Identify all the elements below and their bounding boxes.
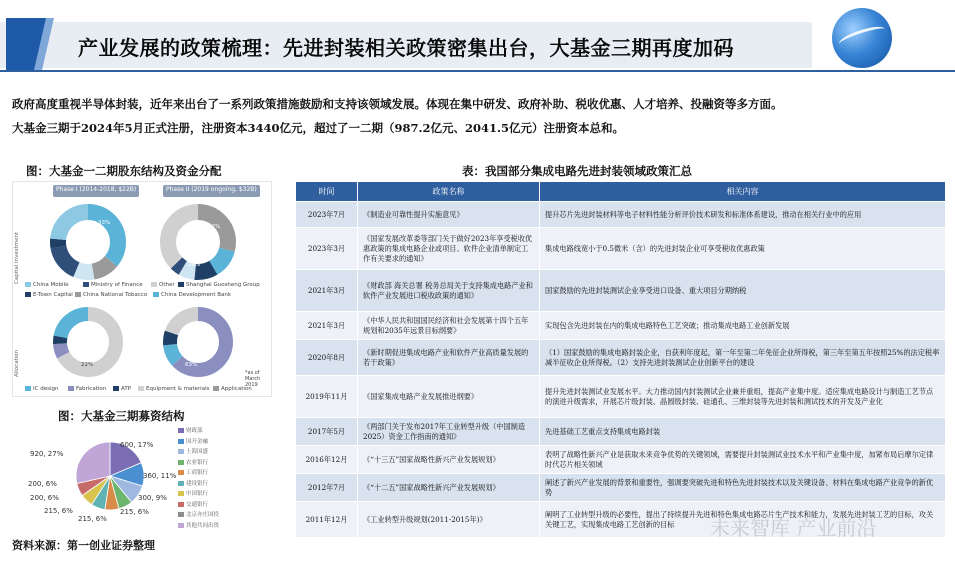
cell-content: 集成电路线宽小于0.5微米（含）的先进封装企业可享受税收优惠政策 [540, 228, 946, 270]
pct-p2-b: 12% [208, 224, 221, 230]
pie-legend-item [178, 510, 219, 518]
pie-label-2: 300, 9% [138, 494, 167, 502]
pie-legend-item [178, 426, 203, 434]
legend-label: 工商银行 [186, 470, 209, 476]
cell-time: 2017年5月 [296, 418, 358, 446]
cell-time: 2023年7月 [296, 202, 358, 228]
table-row [296, 418, 946, 446]
cell-content: 实现包含先进封装在内的集成电路特色工艺突破；推动集成电路工业创新发展 [540, 312, 946, 340]
legend-top-4: Shanghai Guosheng Group [178, 282, 260, 288]
legend-label: 交通银行 [186, 501, 209, 508]
pie-label-3: 215, 6% [120, 508, 149, 516]
legend-top-5: E-Town Capital [25, 292, 73, 298]
legend-label: 国开金融 [186, 438, 209, 445]
pie-label-7: 200, 6% [28, 480, 57, 488]
pie-label-0: 600, 17% [120, 441, 154, 449]
legend-label: 中国银行 [186, 491, 209, 497]
cell-content: 提升先进封装测试业发展水平。大力推动国内封装测试企业兼并重组，提高产业集中度。适应集成电路设计与制造工艺节点的演进升级需求，开展芯片级封装、晶圆级封装、硅通孔、三维封装等先进封装和测试技术的开发及产业化 [540, 376, 946, 418]
cell-time: 2020年8月 [296, 340, 358, 376]
table-row [296, 446, 946, 474]
cell-time: 2021年3月 [296, 312, 358, 340]
pie-legend-item [178, 437, 208, 445]
cell-time: 2021年3月 [296, 270, 358, 312]
pie-legend-item [178, 479, 208, 487]
legend-top-2: Ministry of Finance [83, 282, 143, 288]
pie-slice-8 [76, 442, 110, 483]
legend-label: 建设银行 [186, 480, 209, 487]
table-row [296, 340, 946, 376]
pct-p1-a: 36% [73, 236, 87, 242]
cell-time: 2011年12月 [296, 502, 358, 538]
table-row [296, 228, 946, 270]
legend-swatch [178, 523, 184, 528]
cell-policy: 《工业转型升级规划(2011-2015年)》 [358, 502, 540, 538]
cell-policy: 《新时期促进集成电路产业和软件产业高质量发展的若干政策》 [358, 340, 540, 376]
figure1-panel [12, 181, 272, 397]
legend-swatch [178, 470, 184, 475]
pct-p2-a: 29% [188, 262, 201, 268]
watermark: 未来智库 产业前沿 [710, 516, 877, 540]
cell-policy: 《制造业可靠性提升实施意见》 [358, 202, 540, 228]
table-row [296, 270, 946, 312]
donut-phase2-bottom [170, 314, 226, 370]
header-time: 时间 [296, 182, 358, 202]
phase1-label: Phase I (2014-2018, $22B) [53, 185, 139, 197]
header-policy: 政策名称 [358, 182, 540, 202]
pie-label-5: 215, 6% [44, 507, 73, 515]
cell-content: （1）国家鼓励的集成电路封装企业，自获利年度起，第一年至第二年免征企业所得税，第三年至第五年按照25%的法定税率减半征收企业所得税。（2）支持先进封装测试企业创新平台的建设 [540, 340, 946, 376]
table-row [296, 376, 946, 418]
phase2-label: Phase II (2019 ongoing, $32B) [163, 185, 260, 197]
intro-line-2: 大基金三期于2024年5月正式注册，注册资本3440亿元，超过了一二期（987.2亿元、2041.5亿元）注册资本总和。 [12, 121, 625, 135]
pie-legend-item [178, 458, 208, 466]
legend-top-6: China National Tobacco [75, 292, 147, 298]
table-row [296, 202, 946, 228]
legend-bottom-4: Equipment & materials [138, 386, 209, 392]
legend-swatch [178, 512, 184, 517]
legend-label: 其他共同出资 [186, 522, 220, 529]
legend-swatch [178, 449, 184, 454]
cell-content: 阐明了工业转型升级的必要性，提出了持续提升先进和特色集成电路芯片生产技术和能力，发展先进封装工艺的目标，攻关关键工艺，实现集成电路工艺创新的目标 [540, 502, 946, 538]
legend-swatch [178, 439, 184, 444]
legend-swatch [178, 428, 184, 433]
side-label-allocation: Allocation [14, 349, 20, 377]
source-note: 资料来源：第一创业证券整理 [12, 539, 155, 552]
pie-legend-item [178, 489, 208, 497]
pct-p2-bot: 63% [185, 362, 198, 368]
globe-logo-icon [832, 8, 892, 68]
cell-policy: 《“十二五”国家战略性新兴产业发展规划》 [358, 474, 540, 502]
legend-bottom-5: Application [213, 386, 252, 392]
table-row [296, 474, 946, 502]
table-row [296, 312, 946, 340]
cell-content: 阐述了新兴产业发展的背景和重要性，强调要突破先进和特色先进封装技术以及关键设备、材料在集成电路产业竞争的新优势 [540, 474, 946, 502]
cell-policy: 《国家发展改革委等部门关于做好2023年享受税收优惠政策的集成电路企业或项目、软件企业清单制定工作有关要求的通知》 [358, 228, 540, 270]
legend-bottom-2: Fabrication [68, 386, 106, 392]
donut-charts [13, 182, 271, 396]
cell-content: 先进基础工艺重点支持集成电路封装 [540, 418, 946, 446]
figure2-caption: 图：大基金三期募资结构 [58, 409, 185, 423]
figure1-caption: 图：大基金一二期股东结构及资金分配 [26, 164, 222, 178]
cell-policy: 《两部门关于发布2017年工业转型升级（中国制造2025）资金工作指南的通知》 [358, 418, 540, 446]
policy-table [295, 181, 945, 538]
cell-policy: 《国家集成电路产业发展推进纲要》 [358, 376, 540, 418]
pie-legend-item [178, 468, 208, 476]
intro-line-1: 政府高度重视半导体封装，近年来出台了一系列政策措施鼓励和支持该领域发展。体现在集中研发、政府补助、税收优惠、人才培养、投融资等多方面。 [12, 97, 783, 111]
cell-time: 2016年12月 [296, 446, 358, 474]
legend-top-1: China Mobile [25, 282, 69, 288]
side-label-capital: Capital Investment [14, 231, 20, 284]
legend-swatch [178, 502, 184, 507]
header-content: 相关内容 [540, 182, 946, 202]
pie-legend-item [178, 447, 208, 455]
legend-label: 北京亦庄国投 [186, 512, 220, 518]
legend-label: 财政部 [186, 428, 203, 434]
pct-p1-b: 33% [98, 220, 111, 226]
cell-content: 国家鼓励的先进封装测试企业享受进口设备、重大项目分期纳税 [540, 270, 946, 312]
cell-content: 提升芯片先进封装材料等电子材料性能分析评价技术研发和标准体系建设，推动在相关行业中的应用 [540, 202, 946, 228]
legend-top-3: Other [151, 282, 175, 288]
asof-note: *as of March 2019 [245, 370, 261, 388]
header-divider [0, 70, 955, 72]
cell-time: 2019年11月 [296, 376, 358, 418]
cell-time: 2012年7月 [296, 474, 358, 502]
legend-bottom-3: ATP [113, 386, 131, 392]
table-header-row [296, 182, 946, 202]
cell-time: 2023年3月 [296, 228, 358, 270]
legend-swatch [178, 460, 184, 465]
table-caption: 表：我国部分集成电路先进封装领域政策汇总 [462, 164, 692, 178]
pie-label-4: 215, 6% [78, 515, 107, 523]
legend-swatch [178, 481, 184, 486]
legend-label: 农业银行 [186, 459, 209, 466]
legend-bottom-1: IC design [25, 386, 58, 392]
pie-label-6: 200, 6% [30, 494, 59, 502]
legend-label: 上海国盛 [186, 449, 209, 455]
page-title: 产业发展的政策梳理：先进封装相关政策密集出台，大基金三期再度加码 [78, 36, 734, 60]
legend-swatch [178, 491, 184, 496]
pie-label-1: 360, 11% [143, 472, 177, 480]
legend-top-7: China Development Bank [153, 292, 231, 298]
pie-legend-item [178, 500, 208, 508]
pct-p1-bot: 22% [81, 362, 94, 368]
cell-policy: 《中华人民共和国国民经济和社会发展第十四个五年规划和2035年远景目标纲要》 [358, 312, 540, 340]
pie-legend-item [178, 521, 219, 529]
cell-policy: 《财政部 海关总署 税务总局关于支持集成电路产业和软件产业发展进口税收政策的通知》 [358, 270, 540, 312]
pie-label-8: 920, 27% [30, 450, 64, 458]
cell-content: 表明了战略性新兴产业是获取未来竞争优势的关键领域，需要提升封装测试业技术水平和产业集中度，加紧布局后摩尔定律时代芯片相关领域 [540, 446, 946, 474]
cell-policy: 《“十三五”国家战略性新兴产业发展规划》 [358, 446, 540, 474]
